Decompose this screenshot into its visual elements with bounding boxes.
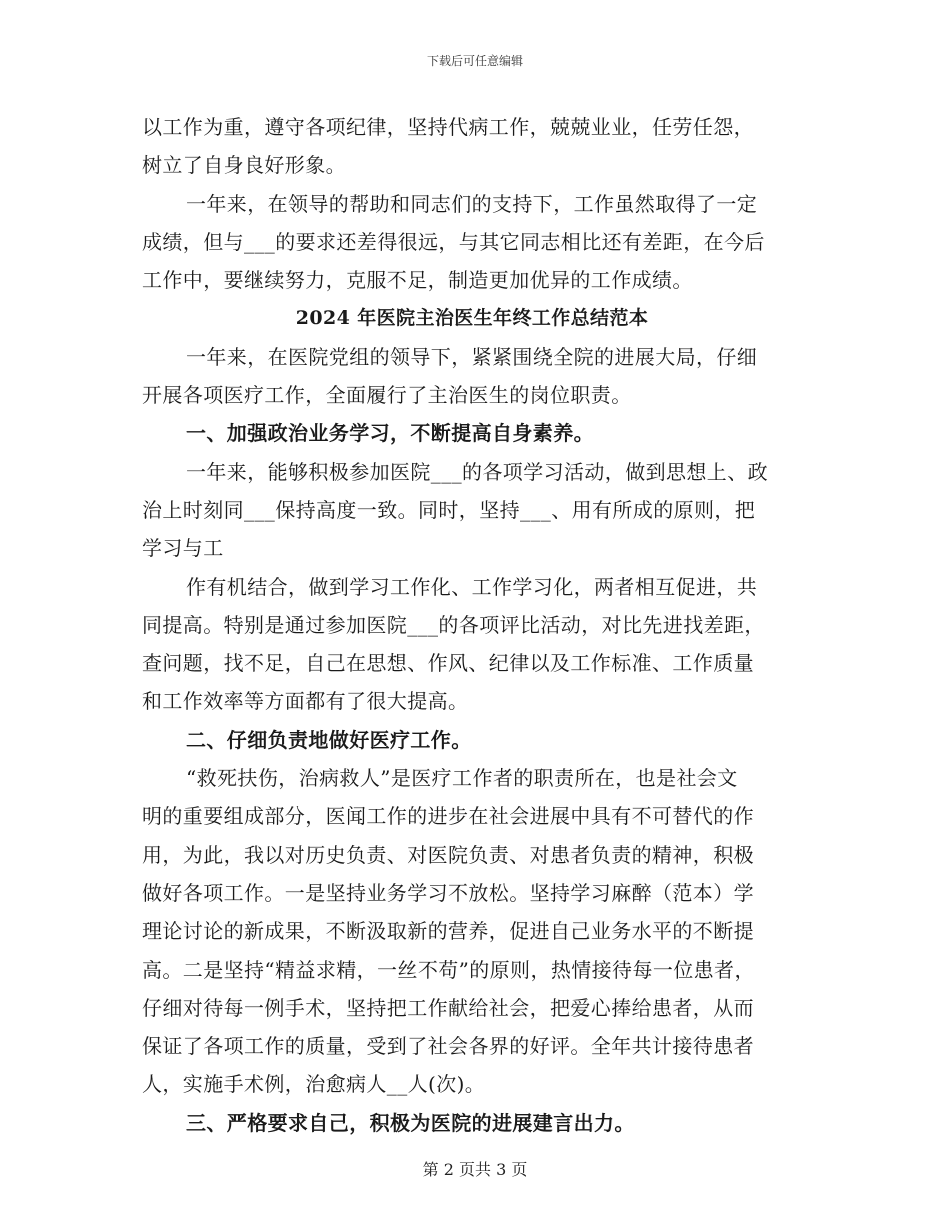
page-header: 下载后可任意编辑 [426, 54, 523, 68]
body-line: 做好各项工作。一是坚持业务学习不放松。坚持学习麻醉（范本）学 [142, 880, 754, 905]
document-body [142, 108, 802, 1142]
section-heading: 三、严格要求自己，积极为医院的进展建言出力。 [186, 1110, 635, 1135]
body-line: 治上时刻同___保持高度一致。同时，坚持___、用有所成的原则，把 [142, 497, 756, 522]
body-line: 学习与工 [142, 536, 224, 561]
body-line: 工作中，要继续努力，克服不足，制造更加优异的工作成绩。 [142, 268, 693, 293]
body-line: 开展各项医疗工作，全面履行了主治医生的岗位职责。 [142, 383, 632, 408]
body-line: 理论讨论的新成果，不断汲取新的营养，促进自己业务水平的不断提 [142, 919, 754, 944]
body-line: “救死扶伤，治病救人”是医疗工作者的职责所在，也是社会文 [186, 766, 738, 791]
body-line: 一年来，能够积极参加医院___的各项学习活动，做到思想上、政 [186, 459, 768, 484]
body-line: 成绩，但与___的要求还差得很远，与其它同志相比还有差距，在今后 [142, 229, 765, 254]
body-line: 人，实施手术例，治愈病人__人(次)。 [142, 1072, 486, 1097]
body-line: 保证了各项工作的质量，受到了社会各界的好评。全年共计接待患者 [142, 1034, 754, 1059]
body-line: 用，为此，我以对历史负责、对医院负责、对患者负责的精神，积极 [142, 842, 754, 867]
body-line: 查问题，找不足，自己在思想、作风、纪律以及工作标准、工作质量 [142, 651, 754, 676]
body-line: 作有机结合，做到学习工作化、工作学习化，两者相互促进，共 [186, 574, 758, 599]
body-line: 明的重要组成部分，医闻工作的进步在社会进展中具有不可替代的作 [142, 804, 754, 829]
page-footer: 第 2 页共 3 页 [422, 1160, 528, 1179]
body-line: 同提高。特别是通过参加医院___的各项评比活动，对比先进找差距， [142, 612, 765, 637]
body-line: 一年来，在医院党组的领导下，紧紧围绕全院的进展大局，仔细 [186, 344, 758, 369]
section-heading: 二、仔细负责地做好医疗工作。 [186, 727, 472, 752]
body-line: 以工作为重，遵守各项纪律，坚持代病工作，兢兢业业，任劳任怨， [142, 115, 754, 139]
body-line: 一年来，在领导的帮助和同志们的支持下，工作虽然取得了一定 [186, 191, 758, 216]
body-line: 仔细对待每一例手术，坚持把工作献给社会，把爱心捧给患者，从而 [142, 995, 754, 1020]
section-title: 2024 年医院主治医生年终工作总结范本 [295, 307, 649, 330]
body-line: 和工作效率等方面都有了很大提高。 [142, 689, 469, 714]
body-line: 高。二是坚持“精益求精，一丝不苟”的原则，热情接待每一位患者， [142, 957, 755, 982]
body-line: 树立了自身良好形象。 [142, 153, 346, 178]
section-heading: 一、加强政治业务学习，不断提高自身素养。 [186, 421, 594, 446]
